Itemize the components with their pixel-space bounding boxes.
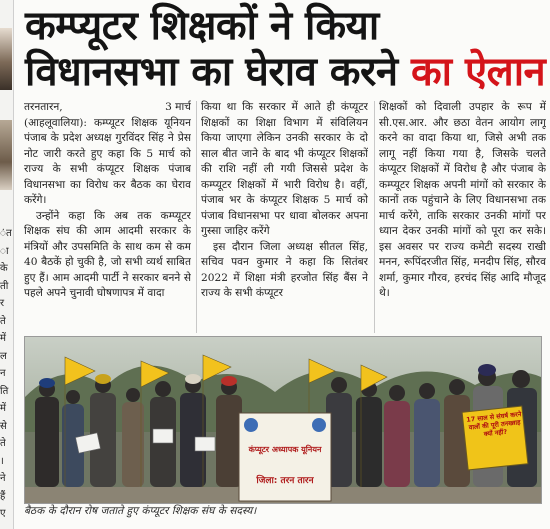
article-paragraph: इस दौरान जिला अध्यक्ष सीतल सिंह, सचिव पवन कुमार ने कहा कि सितंबर 2022 में शिक्षा मंत्री हरजोत सिंह बैंस ने राज्य के सभी कंप्यूटर	[201, 240, 368, 299]
article-column-3	[379, 100, 546, 336]
neighbor-text-fragment: र	[0, 298, 5, 309]
neighbor-text-fragment: ।	[0, 455, 4, 467]
neighbor-text-fragment: के	[0, 263, 8, 274]
article-paragraph: किया था कि सरकार में आते ही कंप्यूटर शिक्षकों का शिक्षा विभाग में संविलियन किया जाएगा लेकिन उनकी सरकार के दो साल बीत जाने के बाद भी कंप्यूटर शिक्षकों की राशि नहीं ली गयी जिससे प्रदेश के कम्प्यूटर शिक्षकों में भारी विरोध है। वहीं, पंजाब भर के कंप्यूटर शिक्षक 5 मार्च को पंजाब विधानसभा पर धावा बोलकर अपना गुस्सा जाहिर करेंगे	[201, 101, 368, 237]
dateline	[24, 100, 191, 116]
neighbor-text-fragment: ंत	[0, 228, 12, 239]
column-divider	[374, 101, 375, 333]
placard-text: 17 साल से संघर्ष करने वालों की पूरी तनख्वाह क्यों नहीं?	[465, 410, 522, 439]
article-paragraph: शिक्षकों को दिवाली उपहार के रूप में सी.एस.आर. और छठा वेतन आयोग लागू करने का वादा किया था, जिसे अभी तक लागू नहीं किया गया है, जिसके चलते कंप्यूटर शिक्षकों में विरोध है और पंजाब के कम्प्यूटर शिक्षक अपनी मांगों को सरकार के कानों तक पहुंचाने के लिए विधानसभा तक मार्च करेंगे, ताकि सरकार उनकी मांगों पर ध्यान देकर उनकी मांगों को पूरा कर सके। इस अवसर पर राज्य कमेटी सदस्य राखी मनन, रूपिंदरजीत सिंह, मनदीप सिंह, सौरव शर्मा, कुमार गौरव, हरचंद सिंह आदि मौजूद थे।	[379, 101, 546, 299]
banner-heading: कंप्यूटर अध्यापक यूनियन	[248, 445, 322, 454]
article-column-1	[24, 100, 191, 336]
neighbor-text-fragment: न	[0, 368, 6, 379]
neighbor-text-fragment: से	[0, 420, 7, 432]
banner-district: जिला: तरन तारन	[256, 476, 314, 486]
headline-main-text: विधानसभा का घेराव करने	[25, 49, 411, 95]
dateline-place: तरनतारन,	[24, 101, 63, 113]
neighbor-text-fragment: में	[0, 403, 6, 414]
neighbor-photo-fragment-2	[0, 120, 12, 190]
column-divider	[196, 101, 197, 333]
neighbor-text-fragment: ए	[0, 508, 6, 519]
neighbor-text-fragment: हैं	[0, 490, 6, 502]
article-paragraph: उन्होंने कहा कि अब तक कम्प्यूटर शिक्षक संघ की आम आदमी सरकार के मंत्रियों और उपसमिति के साथ कम से कम 40 बैठकें हो चुकी है, जो सभी व्यर्थ साबित हुए हैं। आम आदमी पार्टी ने सरकार बनने से पहले अपने चुनावी घोषणापत्र में वादा	[24, 209, 191, 299]
neighbor-text-fragment: में	[0, 333, 6, 344]
neighbor-article-strip	[0, 0, 14, 529]
neighbor-text-fragment: ल	[0, 350, 7, 362]
neighbor-text-fragment: ा	[0, 245, 9, 257]
neighbor-text-fragment: ने	[0, 473, 6, 484]
neighbor-text-fragment: ते	[0, 315, 6, 327]
news-photo	[24, 336, 542, 504]
headline-line-1: कम्प्यूटर शिक्षकों ने किया	[25, 3, 379, 49]
headline-line-2	[25, 49, 546, 95]
neighbor-text-fragment: ति	[0, 385, 9, 397]
article-column-2	[201, 100, 368, 336]
neighbor-text-fragments	[0, 225, 12, 523]
neighbor-photo-fragment	[0, 28, 12, 90]
photo-caption: बैठक के दौरान रोष जताते हुए कंप्यूटर शिक्षक संघ के सदस्य।	[24, 505, 257, 517]
article-paragraph: (आहलूवालिया): कम्प्यूटर शिक्षक यूनियन पंजाब के प्रदेश अध्यक्ष गुरविंदर सिंह ने प्रेस नोट जारी करते हुए कहा कि 5 मार्च को राज्य के सभी कंप्यूटर शिक्षक पंजाब विधानसभा का विरोध कर बैठक का घेराव करेंगे।	[24, 116, 191, 206]
dateline-date: 3 मार्च	[165, 101, 191, 113]
headline-highlight: का ऐलान	[410, 49, 546, 95]
neighbor-text-fragment: ते	[0, 438, 6, 449]
neighbor-text-fragment: ती	[0, 280, 9, 292]
